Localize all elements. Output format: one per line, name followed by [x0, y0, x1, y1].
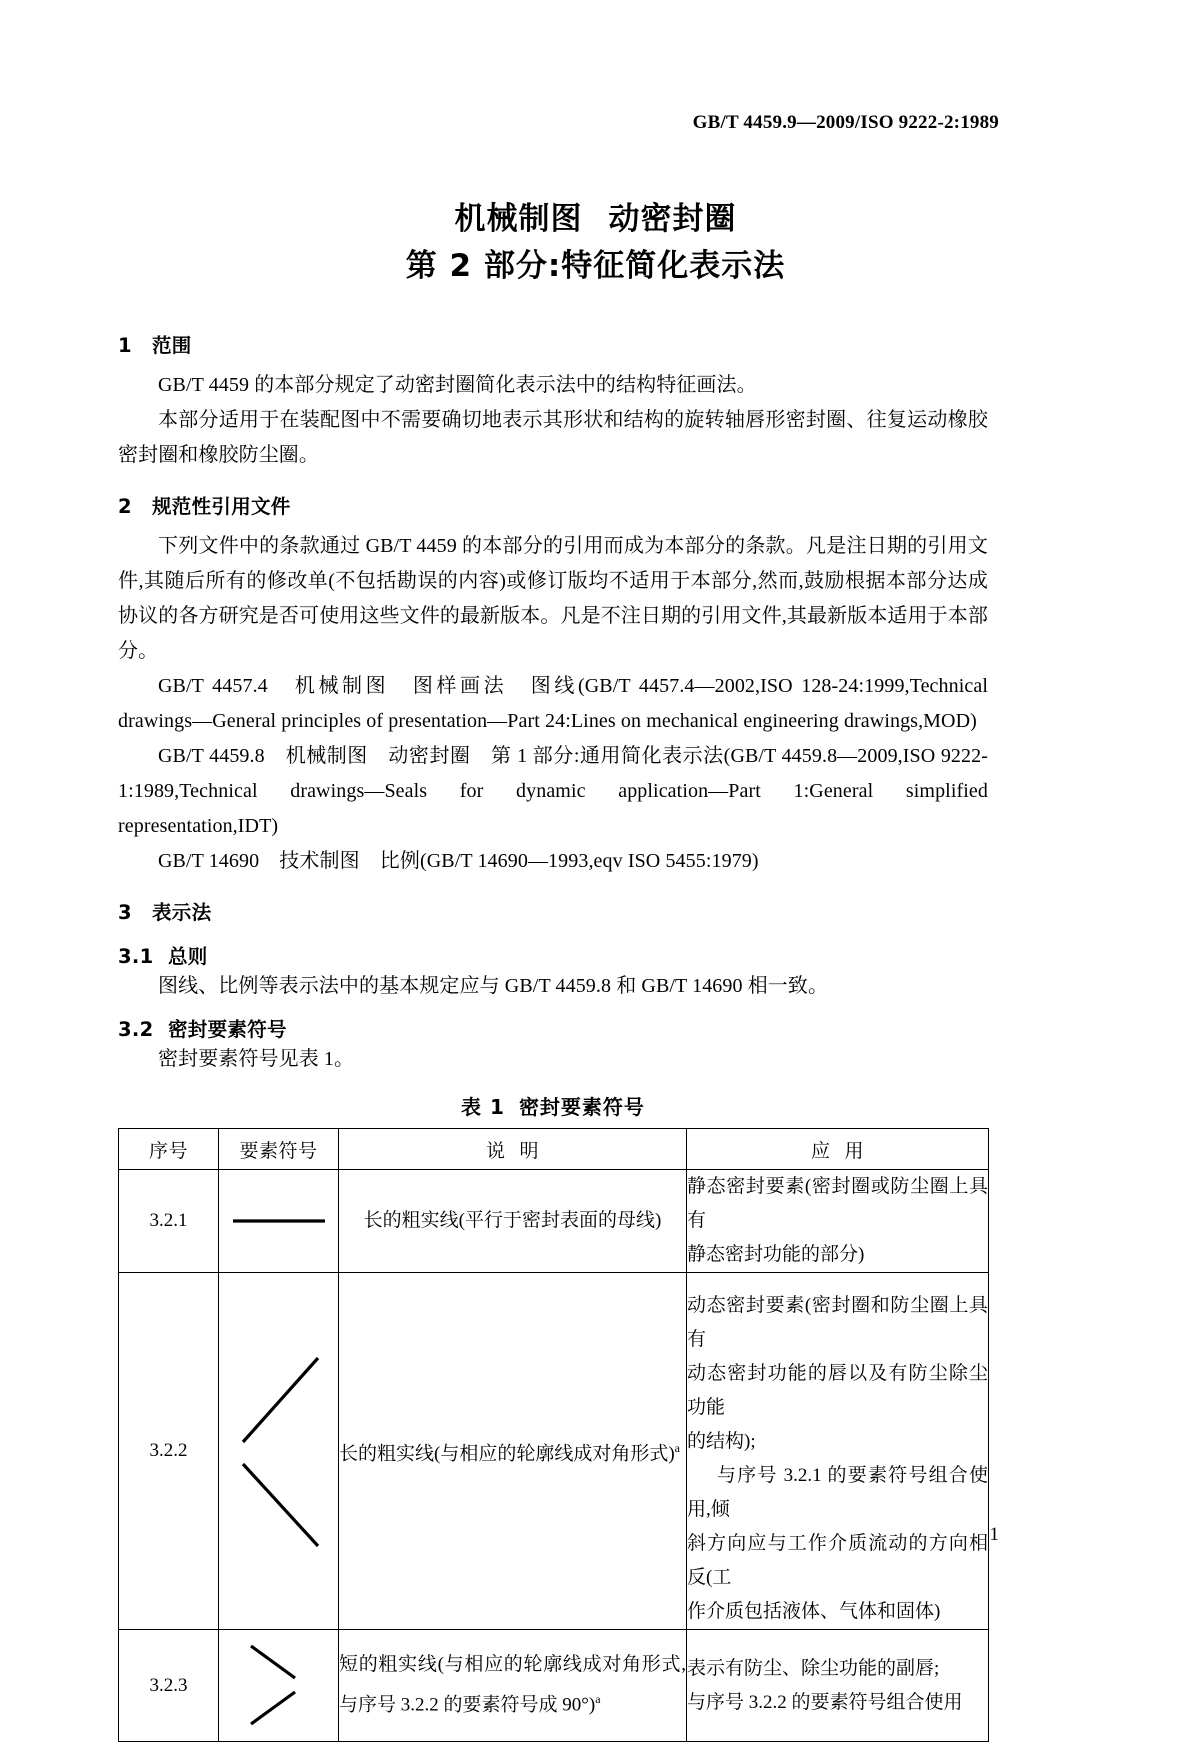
section-number-1: 1 — [118, 334, 132, 357]
section-heading-3 — [118, 897, 988, 925]
section-number-3-2: 3.2 — [118, 1018, 154, 1041]
table-header-row — [119, 1129, 989, 1170]
section-3-1-paragraph-1: 图线、比例等表示法中的基本规定应与 GB/T 4459.8 和 GB/T 14690 相一致。 — [158, 975, 829, 997]
section-heading-1 — [118, 330, 988, 358]
application-line: 静态密封要素(密封圈或防尘圈上具有 — [687, 1176, 988, 1231]
cell-element-symbol — [219, 1273, 339, 1630]
column-header-description-b: 明 — [519, 1140, 540, 1162]
description-main: 长的粗实线(与相应的轮廓线成对角形式) — [339, 1443, 675, 1465]
column-header-application-a: 应 — [810, 1140, 831, 1162]
column-header-application — [687, 1129, 989, 1170]
application-line: 与序号 3.2.2 的要素符号组合使用 — [687, 1691, 963, 1713]
table-caption-label: 表 1 — [461, 1095, 505, 1119]
section-title-3: 表示法 — [152, 901, 212, 924]
application-line: 动态密封功能的唇以及有防尘除尘功能 — [687, 1363, 988, 1418]
description-footnote-marker: a — [595, 1692, 601, 1707]
application-line: 静态密封功能的部分) — [687, 1244, 865, 1265]
application-line: 的结构); — [687, 1431, 756, 1452]
normative-reference-3: GB/T 14690 技术制图 比例(GB/T 14690—1993,eqv ISO 5455:1979) — [158, 850, 759, 872]
description-text — [339, 1648, 686, 1722]
document-body — [118, 330, 988, 1742]
section-number-3-1: 3.1 — [118, 945, 154, 968]
cell-description — [339, 1630, 687, 1742]
description-text — [339, 1431, 686, 1471]
application-line: 动态密封要素(密封圈和防尘圈上具有 — [687, 1295, 988, 1350]
application-line: 表示有防尘、除尘功能的副唇; — [687, 1657, 940, 1679]
section-number-3: 3 — [118, 901, 132, 924]
table-row — [119, 1170, 989, 1273]
symbol-long-diagonal-chevron-icon — [219, 1346, 338, 1556]
normative-reference-1: GB/T 4457.4 机械制图 图样画法 图线(GB/T 4457.4—2002,ISO 128-24:1999,Technical drawings—General principles of presentation—Part 24:Lines on mechanical engineering drawings,MOD) — [118, 675, 988, 732]
table-caption-title: 密封要素符号 — [518, 1095, 645, 1119]
title-line-2: 第 2 部分:特征简化表示法 — [405, 248, 786, 284]
application-line: 斜方向应与工作介质流动的方向相反(工 — [687, 1533, 988, 1588]
application-line: 作介质包括液体、气体和固体) — [687, 1601, 941, 1622]
column-header-description — [339, 1129, 687, 1170]
cell-description — [339, 1170, 687, 1273]
cell-element-symbol — [219, 1630, 339, 1742]
column-header-application-b: 用 — [844, 1140, 865, 1162]
page-title — [0, 196, 1191, 290]
table-row — [119, 1630, 989, 1742]
normative-reference-2: GB/T 4459.8 机械制图 动密封圈 第 1 部分:通用简化表示法(GB/T 4459.8—2009,ISO 9222-1:1989,Technical drawings—Seals for dynamic application—Part 1:General simplified representation,IDT) — [118, 745, 988, 837]
table-caption — [118, 1091, 988, 1120]
table-head — [119, 1129, 989, 1170]
description-text: 长的粗实线(平行于密封表面的母线) — [363, 1210, 662, 1231]
section-title-3-2: 密封要素符号 — [168, 1018, 287, 1041]
section-3-2-paragraph-1: 密封要素符号见表 1。 — [158, 1048, 355, 1070]
cell-element-symbol — [219, 1170, 339, 1273]
cell-description — [339, 1273, 687, 1630]
description-footnote-marker: a — [674, 1440, 680, 1455]
section-heading-2 — [118, 491, 988, 519]
section-title-1: 范围 — [152, 334, 192, 357]
cell-application — [687, 1170, 989, 1273]
section-heading-3-1 — [118, 941, 988, 969]
section-1-paragraph-2: 本部分适用于在装配图中不需要确切地表示其形状和结构的旋转轴唇形密封圈、往复运动橡胶密封圈和橡胶防尘圈。 — [118, 409, 988, 466]
description-main: 短的粗实线(与相应的轮廓线成对角形式,与序号 3.2.2 的要素符号成 90°) — [339, 1654, 686, 1716]
seal-element-symbols-table — [118, 1128, 989, 1742]
symbol-long-horizontal-line-icon — [219, 1191, 338, 1251]
running-header-standard-ref: GB/T 4459.9—2009/ISO 9222-2:1989 — [692, 112, 999, 133]
cell-item-number: 3.2.1 — [119, 1170, 219, 1273]
column-header-description-a: 说 — [485, 1140, 506, 1162]
column-header-symbol: 要素符号 — [219, 1129, 339, 1170]
section-title-3-1: 总则 — [168, 945, 208, 968]
column-header-no: 序号 — [119, 1129, 219, 1170]
section-2-paragraph-1: 下列文件中的条款通过 GB/T 4459 的本部分的引用而成为本部分的条款。凡是注日期的引用文件,其随后所有的修改单(不包括勘误的内容)或修订版均不适用于本部分,然而,鼓励根据本部分达成协议的各方研究是否可使用这些文件的最新版本。凡是不注日期的引用文件,其最新版本适用于本部分。 — [118, 535, 988, 662]
title-line-1-part-1: 机械制图 — [454, 201, 583, 237]
table-body — [119, 1170, 989, 1742]
section-1-paragraph-1: GB/T 4459 的本部分规定了动密封圈简化表示法中的结构特征画法。 — [158, 374, 757, 396]
symbol-short-diagonal-chevron-icon — [219, 1636, 338, 1736]
section-number-2: 2 — [118, 495, 132, 518]
section-title-2: 规范性引用文件 — [152, 495, 291, 518]
page-number: 1 — [989, 1524, 999, 1545]
cell-item-number: 3.2.2 — [119, 1273, 219, 1630]
title-line-1-part-2: 动密封圈 — [608, 201, 737, 237]
section-heading-3-2 — [118, 1014, 988, 1042]
cell-item-number: 3.2.3 — [119, 1630, 219, 1742]
cell-application — [687, 1273, 989, 1630]
cell-application — [687, 1630, 989, 1742]
table-row — [119, 1273, 989, 1630]
application-line: 与序号 3.2.1 的要素符号组合使用,倾 — [687, 1465, 988, 1520]
